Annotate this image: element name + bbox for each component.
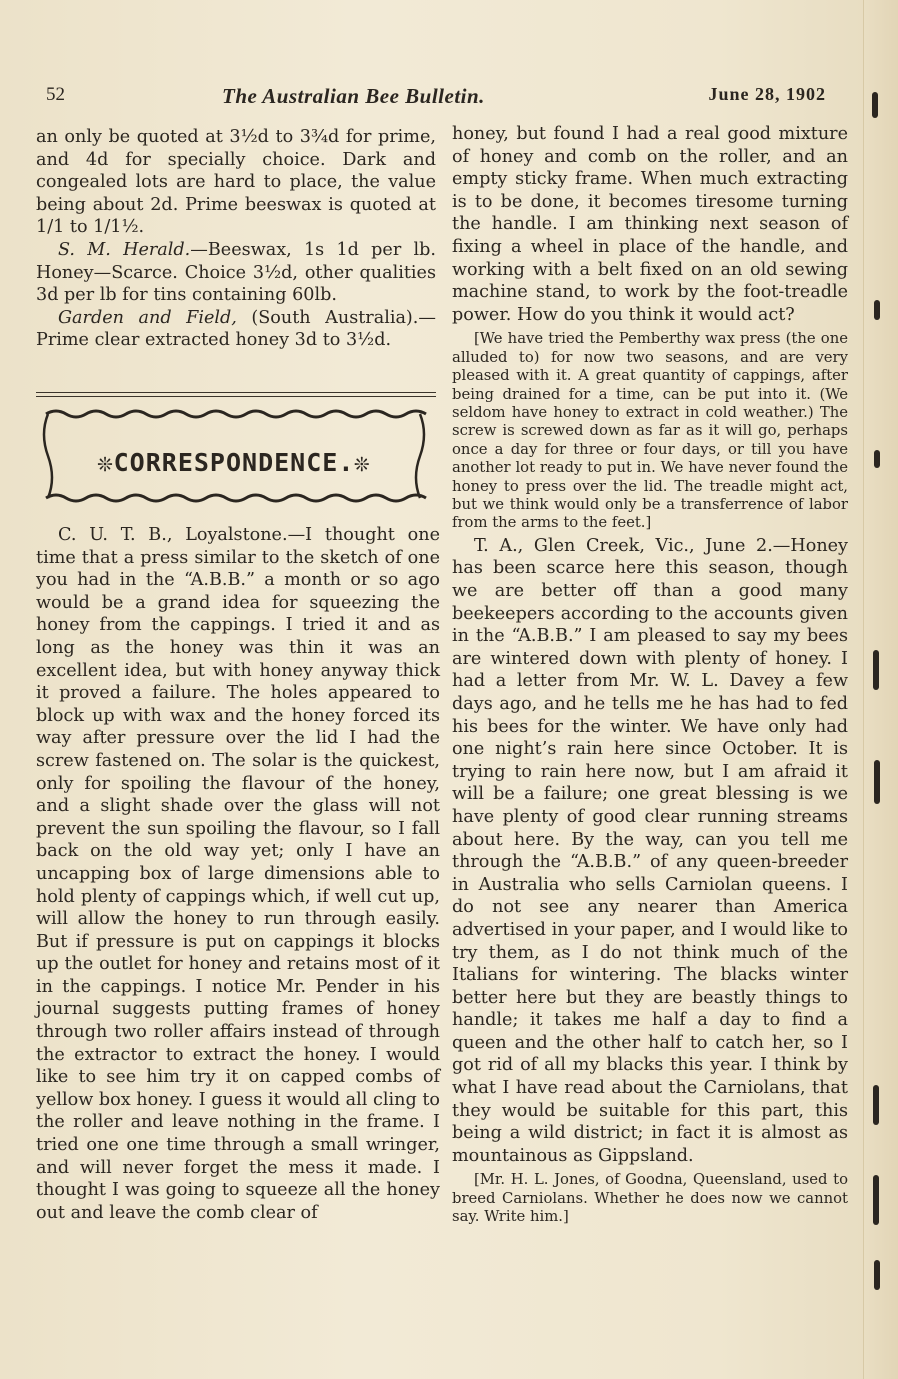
divider-rule bbox=[36, 396, 436, 397]
binding-mark bbox=[873, 1175, 879, 1225]
letter-ta: T. A., Glen Creek, Vic., June 2.—Honey has been scarce here this season, though we are better off than a good many beekeepers according to the accounts given in the “A.B.B.” I am pleased to say my bees are wintered down with plenty of honey. I had a letter from Mr. W. L. Davey a few days ago, and he tells me he has had to fed his bees for the winter. We have only had one night’s rain here since October. It is trying to rain here now, but I am afraid it will be a failure; one great blessing is we have plenty of good clear running streams about here. By the way, can you tell me through the “A.B.B.” of any queen-breeder in Australia who sells Carniolan queens. I do not see any nearer than America advertised in your paper, and I would like to try them, as I do not think much of the Italians for wintering. The blacks winter better here but they are beastly things to handle; it takes me half a day to find a queen and the other half to catch her, so I got rid of all my blacks this year. I think by what I have read about the Carniolans, that they would be suitable for this part, this being a wild district; in fact it is almost as mountainous as Gippsland. bbox=[452, 535, 848, 1166]
letter-continuation: honey, but found I had a real good mixture of honey and comb on the roller, and an empty sticky frame. When much extracting is to be done, it becomes tiresome turning the handle. I am thinking next season of fixing a wheel in place of the handle, and working with a belt fixed on an old sewing machine stand, to work by the foot-treadle power. How do you think it would act? bbox=[452, 124, 848, 325]
binding-mark bbox=[873, 650, 879, 690]
source-name: Garden and Field, bbox=[58, 307, 237, 328]
correspondence-heading: ❊CORRESPONDENCE.❊ bbox=[97, 448, 371, 477]
binding-mark bbox=[872, 92, 878, 118]
source-name: S. M. Herald. bbox=[58, 239, 191, 260]
binding-mark bbox=[873, 1085, 879, 1125]
left-column-top bbox=[36, 126, 436, 352]
page-header bbox=[46, 84, 826, 108]
market-paragraph-herald bbox=[36, 239, 436, 307]
market-paragraph: an only be quoted at 3½d to 3¾d for prime, and 4d for specially choice. Dark and congealed lots are hard to place, the value being about 2d. Prime beeswax is quoted at 1/1 to 1/1½. bbox=[36, 127, 436, 238]
market-text: —Beeswax, 1s 1d per lb. Honey—Scarce. Choice 3½d, other qualities 3d per lb for tins containing 60lb. bbox=[36, 239, 436, 306]
binding-mark bbox=[874, 450, 880, 468]
left-column-bottom bbox=[36, 524, 440, 1224]
binding-gutter bbox=[863, 0, 898, 1379]
editor-reply: [We have tried the Pemberthy wax press (the one alluded to) for now two seasons, and are very pleased with it. A great quantity of cappings, after being drained for a time, can be put into it. (We seldom have honey to extract in cold weather.) The screw is screwed down as far as it will go, perhaps once a day for three or four days, or till you have another lot ready to put in. We have never found the honey to press over the lid. The treadle might act, but we think would only be a transferrence of labor from the arms to the feet.] bbox=[452, 330, 848, 532]
page-number: 52 bbox=[46, 84, 65, 105]
market-text: (South Australia).—Prime clear extracted honey 3d to 3½d. bbox=[36, 307, 436, 351]
editor-reply: [Mr. H. L. Jones, of Goodna, Queensland, used to breed Carniolans. Whether he does now we cannot say. Write him.] bbox=[452, 1171, 848, 1226]
issue-date: June 28, 1902 bbox=[708, 84, 826, 104]
publication-title: The Australian Bee Bulletin. bbox=[222, 84, 485, 108]
binding-mark bbox=[874, 300, 880, 320]
market-paragraph-garden bbox=[36, 307, 436, 352]
right-column bbox=[452, 123, 848, 1227]
section-banner bbox=[38, 400, 430, 512]
divider-rule bbox=[36, 392, 436, 393]
binding-mark bbox=[874, 1260, 880, 1290]
letter-cutb: C. U. T. B., Loyalstone.—I thought one time that a press similar to the sketch of one you had in the “A.B.B.” a month or so ago would be a grand idea for squeezing the honey from the cappings. I tried it and as long as the honey was thin it was an excellent idea, but with honey anyway thick it proved a failure. The holes appeared to block up with wax and the honey forced its way after pressure over the lid I had the screw fastened on. The solar is the quickest, only for spoiling the flavour of the honey, and a slight shade over the glass will not prevent the sun spoiling the flavour, so I fall back on the old way yet; only I have an uncapping box of large dimensions able to hold plenty of cappings which, if well cut up, will allow the honey to run through easily. But if pressure is put on cappings it blocks up the outlet for honey and retains most of it in the cappings. I notice Mr. Pender in his journal suggests putting frames of honey through two roller affairs instead of through the extractor to extract the honey. I would like to see him try it on capped combs of yellow box honey. I guess it would all cling to the roller and leave nothing in the frame. I tried one one time through a small wringer, and will never forget the mess it made. I thought I was going to squeeze all the honey out and leave the comb clear of bbox=[36, 525, 440, 1223]
binding-mark bbox=[874, 760, 880, 804]
